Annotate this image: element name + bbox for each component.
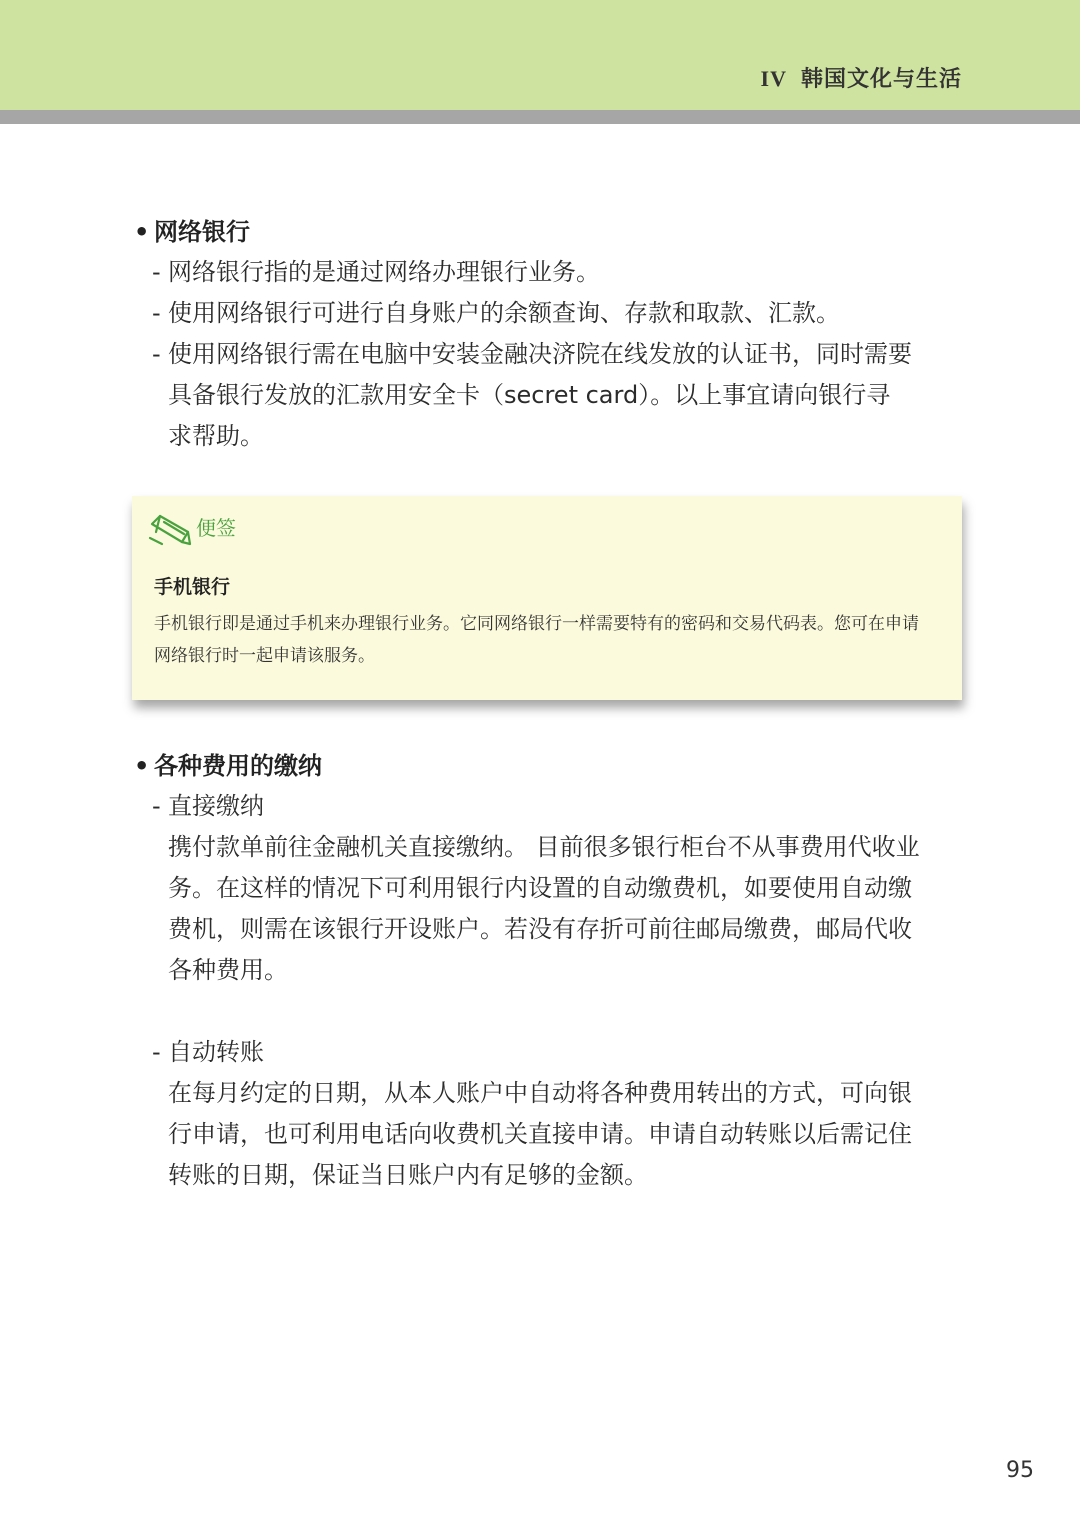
paragraph-line: 携付款单前往金融机关直接缴纳。 目前很多银行柜台不从事费用代收业	[168, 833, 920, 861]
list-item	[134, 293, 974, 334]
chapter-number: IV	[760, 66, 787, 91]
note-text	[154, 608, 954, 672]
paragraph-line: 费机，则需在该银行开设账户。若没有存折可前往邮局缴费，邮局代收	[168, 915, 912, 943]
dash-marker: -	[152, 1038, 161, 1066]
auto-transfer-paragraph	[134, 1073, 974, 1196]
item-line: 使用网络银行需在电脑中安装金融决济院在线发放的认证书，同时需要	[168, 340, 912, 368]
fee-payment-section	[134, 746, 974, 1196]
section-title-text: 各种费用的缴纳	[154, 752, 322, 780]
dash-marker: -	[152, 299, 161, 327]
subsection-title	[134, 786, 974, 827]
item-line: 具备银行发放的汇款用安全卡（secret card）。以上事宜请向银行寻	[168, 381, 891, 409]
note-title: 手机银行	[154, 576, 231, 598]
paragraph-line: 在每月约定的日期，从本人账户中自动将各种费用转出的方式，可向银	[168, 1079, 912, 1107]
online-banking-section	[134, 212, 974, 457]
paragraph-line: 转账的日期，保证当日账户内有足够的金额。	[168, 1161, 648, 1189]
page-header	[0, 0, 1080, 110]
bullet-dot: •	[134, 752, 150, 780]
paragraph-line: 行申请，也可利用电话向收费机关直接申请。申请自动转账以后需记住	[168, 1120, 912, 1148]
dash-marker: -	[152, 258, 161, 286]
paragraph-line: 务。在这样的情况下可利用银行内设置的自动缴费机，如要使用自动缴	[168, 874, 912, 902]
section-title	[134, 212, 974, 252]
note-line: 网络银行时一起申请该服务。	[154, 646, 375, 666]
item-line: 使用网络银行可进行自身账户的余额查询、存款和取款、汇款。	[168, 299, 840, 327]
list-item	[134, 252, 974, 293]
dash-marker: -	[152, 340, 161, 368]
section-title	[134, 746, 974, 786]
chapter-title: 韩国文化与生活	[800, 67, 962, 92]
chapter-heading	[761, 62, 962, 93]
direct-payment-paragraph	[134, 827, 974, 991]
bullet-dot: •	[134, 218, 150, 246]
dash-marker: -	[152, 792, 161, 820]
note-label: 便签	[196, 516, 236, 540]
pencil-note-icon	[148, 510, 194, 546]
item-line: 求帮助。	[168, 422, 264, 450]
note-box	[132, 496, 962, 700]
subsection-title-text: 直接缴纳	[168, 792, 264, 820]
item-line: 网络银行指的是通过网络办理银行业务。	[168, 258, 600, 286]
page-number: 95	[1006, 1458, 1034, 1483]
header-divider	[0, 110, 1080, 124]
note-line: 手机银行即是通过手机来办理银行业务。它同网络银行一样需要特有的密码和交易代码表。您可在申请	[154, 614, 919, 634]
subsection-title	[134, 1032, 974, 1073]
list-item	[134, 334, 974, 457]
subsection-title-text: 自动转账	[168, 1038, 264, 1066]
section-title-text: 网络银行	[154, 218, 250, 246]
paragraph-line: 各种费用。	[168, 956, 288, 984]
spacer	[134, 991, 974, 1032]
